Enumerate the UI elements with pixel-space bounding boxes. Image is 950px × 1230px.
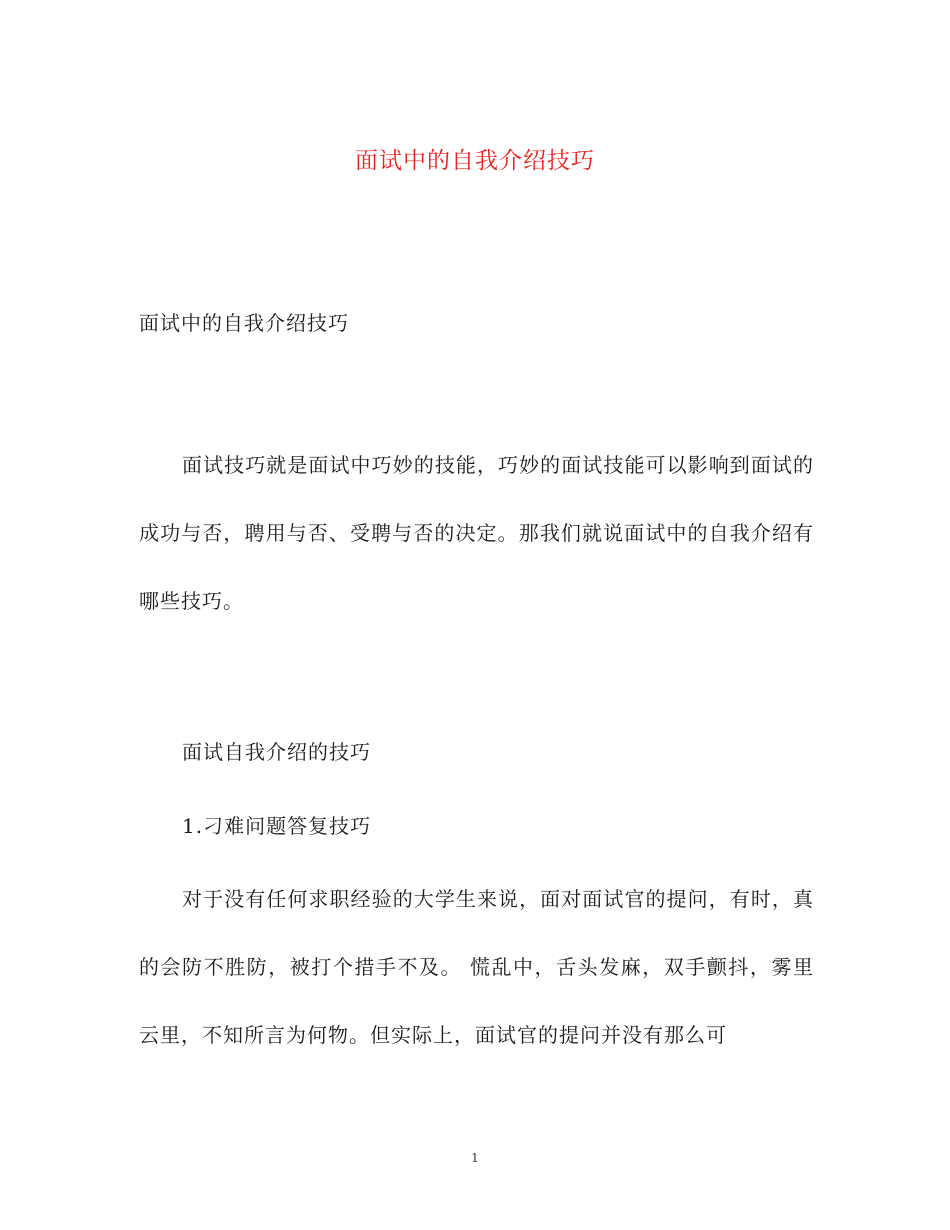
document-title: 面试中的自我介绍技巧	[355, 148, 595, 174]
list-item-heading: 1.刁难问题答复技巧	[182, 814, 372, 838]
section-heading: 面试自我介绍的技巧	[182, 740, 371, 764]
section-title: 面试中的自我介绍技巧	[139, 311, 349, 335]
intro-paragraph: 面试技巧就是面试中巧妙的技能，巧妙的面试技能可以影响到面试的成功与否，聘用与否、受聘与否的决定。那我们就说面试中的自我介绍有哪些技巧。	[139, 453, 814, 613]
body-paragraph: 对于没有任何求职经验的大学生来说，面对面试官的提问，有时，真的会防不胜防，被打个措手不及。 慌乱中，舌头发麻，双手颤抖，雾里云里，不知所言为何物。但实际上，面试官的提问并没有那么可	[139, 887, 814, 1047]
page-number: 1	[471, 1151, 479, 1165]
